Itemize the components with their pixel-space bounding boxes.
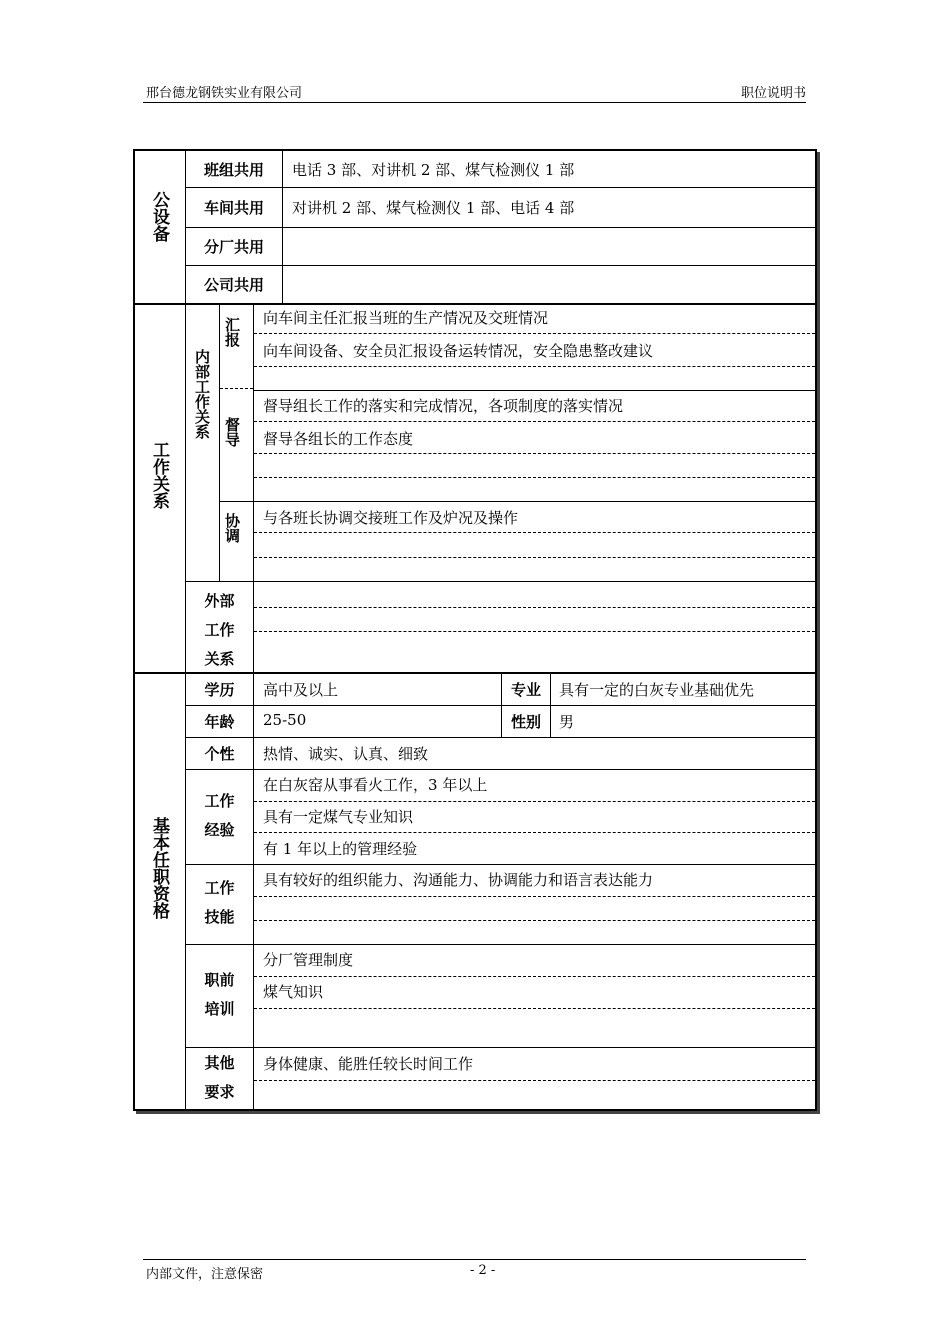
- experience-label-line-1: 工作: [204, 792, 235, 810]
- dash-line: [220, 388, 253, 389]
- report-item-1: 向车间主任汇报当班的生产情况及交班情况: [263, 309, 549, 327]
- row-line: [185, 705, 815, 706]
- skills-label: [186, 874, 253, 932]
- coordinate-label: 协调: [223, 513, 241, 543]
- dash-line: [254, 557, 815, 558]
- major-label: 专业: [510, 681, 541, 699]
- personality-label: 个性: [204, 745, 235, 763]
- equipment-value-team: 电话 3 部、对讲机 2 部、煤气检测仪 1 部: [292, 161, 575, 179]
- supervise-item-2: 督导各组长的工作态度: [263, 430, 414, 448]
- row-line: [253, 390, 815, 391]
- row-line: [185, 737, 815, 738]
- dash-line: [254, 1008, 815, 1009]
- experience-item-3: 有 1 年以上的管理经验: [263, 840, 418, 858]
- experience-item-1: 在白灰窑从事看火工作，3 年以上: [263, 776, 488, 794]
- equipment-value-workshop: 对讲机 2 部、煤气检测仪 1 部、电话 4 部: [292, 199, 575, 217]
- header-divider: [143, 102, 806, 103]
- training-item-1: 分厂管理制度: [263, 951, 354, 969]
- dash-line: [254, 896, 815, 897]
- equipment-label-branch: 分厂共用: [203, 238, 264, 256]
- external-label-line-3: 关系: [204, 650, 235, 668]
- dash-line: [254, 532, 815, 533]
- dash-line: [254, 607, 815, 608]
- dash-line: [254, 1080, 815, 1081]
- equipment-label-team: 班组共用: [203, 160, 264, 179]
- row-line: [219, 501, 815, 502]
- section-equipment-label: 公设备: [149, 191, 169, 242]
- experience-item-2: 具有一定煤气专业知识: [263, 808, 414, 826]
- dash-line: [254, 920, 815, 921]
- external-label-line-2: 工作: [204, 621, 235, 639]
- supervise-item-1: 督导组长工作的落实和完成情况，各项制度的落实情况: [263, 397, 624, 415]
- section-qualifications-label: 基本任职资格: [149, 817, 169, 919]
- training-label-line-1: 职前: [204, 971, 235, 989]
- page-number: - 2 -: [470, 1263, 496, 1278]
- footer-divider: [143, 1259, 806, 1260]
- row-line: [185, 944, 815, 945]
- col-divider-quals-2: [253, 674, 254, 1109]
- skills-label-line-1: 工作: [204, 879, 235, 897]
- gender-label: 性别: [510, 713, 541, 731]
- experience-label: [186, 787, 253, 845]
- skills-item-1: 具有较好的组织能力、沟通能力、协调能力和语言表达能力: [263, 871, 654, 889]
- training-label-line-2: 培训: [204, 1000, 235, 1018]
- skills-label-line-2: 技能: [204, 908, 235, 926]
- coordinate-item-1: 与各班长协调交接班工作及炉况及操作: [263, 509, 519, 527]
- dash-line: [254, 477, 815, 478]
- dash-line: [254, 976, 815, 977]
- row-line: [185, 769, 815, 770]
- equipment-label-company: 公司共用: [203, 276, 264, 294]
- experience-label-line-2: 经验: [204, 821, 235, 839]
- section-divider: [135, 303, 815, 305]
- equipment-label-workshop: 车间共用: [203, 199, 264, 217]
- dash-line: [254, 421, 815, 422]
- company-name: 邢台德龙钢铁实业有限公司: [146, 86, 303, 101]
- dash-line: [254, 333, 815, 334]
- gender-value: 男: [559, 713, 575, 731]
- report-label: 汇报: [223, 317, 241, 347]
- col-divider-relations: [253, 304, 254, 672]
- report-item-2: 向车间设备、安全员汇报设备运转情况，安全隐患整改建议: [263, 342, 654, 360]
- training-item-2: 煤气知识: [263, 983, 324, 1001]
- education-value: 高中及以上: [263, 681, 339, 699]
- dash-line: [254, 832, 815, 833]
- section-relations-label: 工作关系: [149, 441, 169, 509]
- dash-line: [254, 631, 815, 632]
- personality-value: 热情、诚实、认真、细致: [263, 745, 429, 763]
- row-line: [185, 581, 815, 582]
- training-label: [186, 966, 253, 1024]
- education-label: 学历: [204, 681, 235, 699]
- supervise-label: 督导: [223, 417, 241, 447]
- other-item-1: 身体健康、能胜任较长时间工作: [263, 1055, 474, 1073]
- row-line: [185, 1047, 815, 1048]
- job-description-table: [133, 149, 817, 1111]
- other-label: [186, 1049, 253, 1107]
- major-value: 具有一定的白灰专业基础优先: [559, 681, 755, 699]
- document-type: 职位说明书: [740, 86, 806, 101]
- other-label-line-2: 要求: [204, 1083, 235, 1101]
- external-label-line-1: 外部: [204, 592, 235, 610]
- external-relations-label: [186, 587, 253, 674]
- other-label-line-1: 其他: [204, 1054, 235, 1072]
- dash-line: [254, 453, 815, 454]
- confidential-note: 内部文件，注意保密: [146, 1267, 264, 1282]
- dash-line: [254, 801, 815, 802]
- dash-line: [254, 366, 815, 367]
- internal-relations-label: 内部工作关系: [193, 349, 211, 439]
- row-line: [185, 864, 815, 865]
- age-value: 25-50: [263, 711, 307, 729]
- age-label: 年龄: [204, 713, 235, 731]
